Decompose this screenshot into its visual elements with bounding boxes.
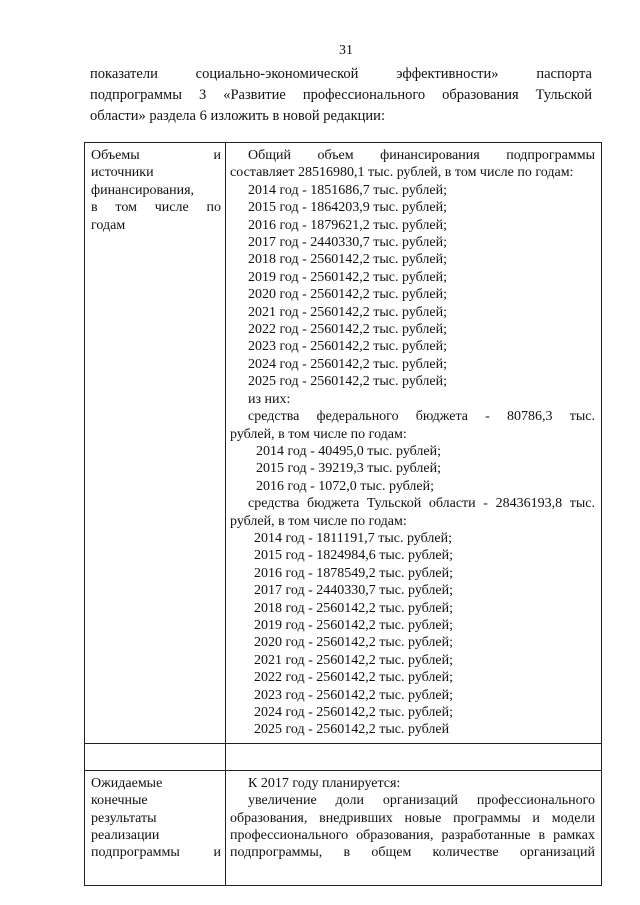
year-amount-line: 2019 год - 2560142,2 тыс. рублей; [254, 617, 454, 633]
label-line: подпрограммы и [91, 845, 221, 861]
year-amount-line: 2022 год - 2560142,2 тыс. рублей; [248, 322, 448, 338]
page-number: 31 [339, 43, 353, 58]
label-line: источники [91, 165, 154, 181]
year-amount-line: 2022 год - 2560142,2 тыс. рублей; [254, 670, 454, 686]
spacer-cell [85, 743, 226, 770]
year-amount-line: 2016 год - 1072,0 тыс. рублей; [256, 478, 435, 494]
year-amount-line: 2015 год - 1864203,9 тыс. рублей; [248, 200, 448, 216]
year-amount-line: 2024 год - 2560142,2 тыс. рублей; [248, 356, 448, 372]
intro-line: показатели социально-экономической эффективности» паспорта [90, 66, 592, 82]
financing-content-cell [226, 143, 602, 744]
results-label-cell [85, 770, 226, 885]
intro-line: области» раздела 6 изложить в новой редакции: [90, 108, 385, 124]
year-amount-line: 2023 год - 2560142,2 тыс. рублей; [254, 687, 454, 703]
year-amount-line: 2015 год - 1824984,6 тыс. рублей; [254, 548, 454, 564]
year-amount-line: 2021 год - 2560142,2 тыс. рублей; [248, 304, 448, 320]
regional-text: рублей, в том числе по годам: [230, 513, 407, 529]
year-amount-line: 2016 год - 1878549,2 тыс. рублей; [254, 565, 454, 581]
year-amount-line: 2024 год - 2560142,2 тыс. рублей; [254, 705, 454, 720]
intro-line: подпрограммы 3 «Развитие профессионального образования Тульской [90, 87, 592, 103]
label-line: в том числе по [91, 200, 221, 216]
year-amount-line: 2020 год - 2560142,2 тыс. рублей; [254, 635, 454, 651]
year-amount-line: 2014 год - 1811191,7 тыс. рублей; [254, 530, 452, 546]
label-line: результаты [91, 810, 157, 826]
federal-by-year-list [230, 443, 595, 495]
year-amount-line: 2021 год - 2560142,2 тыс. рублей; [254, 652, 454, 668]
results-row [85, 770, 602, 885]
results-label-clip [91, 775, 221, 881]
regional-by-year-list [230, 530, 595, 739]
results-content-clip [230, 775, 595, 881]
label-line: финансирования, [91, 182, 195, 198]
passport-table [84, 142, 602, 886]
year-amount-line: 2017 год - 2440330,7 тыс. рублей; [248, 235, 448, 251]
label-line: реализации [91, 828, 160, 844]
label-line: Объемы и [91, 148, 221, 163]
results-text: подпрограммы, в общем количестве организаций [230, 845, 595, 861]
results-text: увеличение доли организаций профессионального [248, 793, 595, 809]
label-line: Ожидаемые [91, 775, 163, 791]
results-text: образования, внедривших новые программы и модели [230, 810, 595, 826]
results-text: К 2017 году планируется: [248, 775, 401, 791]
year-amount-line: 2025 год - 2560142,2 тыс. рублей [254, 722, 450, 738]
of-them-label: из них: [248, 391, 291, 407]
year-amount-line: 2018 год - 2560142,2 тыс. рублей; [254, 600, 454, 616]
year-amount-line: 2025 год - 2560142,2 тыс. рублей; [248, 374, 448, 390]
year-amount-line: 2016 год - 1879621,2 тыс. рублей; [248, 217, 448, 233]
year-amount-line: 2014 год - 1851686,7 тыс. рублей; [248, 182, 448, 198]
total-text: составляет 28516980,1 тыс. рублей, в том числе по годам: [230, 165, 574, 181]
year-amount-line: 2020 год - 2560142,2 тыс. рублей; [248, 287, 448, 303]
federal-text: рублей, в том числе по годам: [230, 426, 407, 442]
intro-paragraph [90, 64, 592, 127]
total-by-year-list [230, 182, 595, 391]
regional-text: средства бюджета Тульской области - 28436193,8 тыс. [248, 496, 595, 512]
year-amount-line: 2023 год - 2560142,2 тыс. рублей; [248, 339, 448, 355]
label-line: годам [91, 217, 126, 233]
year-amount-line: 2017 год - 2440330,7 тыс. рублей; [254, 583, 454, 599]
label-line: конечные [91, 793, 148, 809]
year-amount-line: 2014 год - 40495,0 тыс. рублей; [256, 443, 442, 459]
total-text: Общий объем финансирования подпрограммы [248, 148, 595, 163]
results-content-cell [226, 770, 602, 885]
year-amount-line: 2015 год - 39219,3 тыс. рублей; [256, 461, 442, 477]
spacer-cell [226, 743, 602, 770]
spacer-row [85, 743, 602, 770]
financing-label-cell [85, 143, 226, 744]
federal-text: средства федерального бюджета - 80786,3 тыс. [248, 409, 595, 425]
results-text: профессионального образования, разработанные в рамках [230, 828, 595, 844]
financing-row [85, 143, 602, 744]
year-amount-line: 2019 год - 2560142,2 тыс. рублей; [248, 269, 448, 285]
year-amount-line: 2018 год - 2560142,2 тыс. рублей; [248, 252, 448, 268]
